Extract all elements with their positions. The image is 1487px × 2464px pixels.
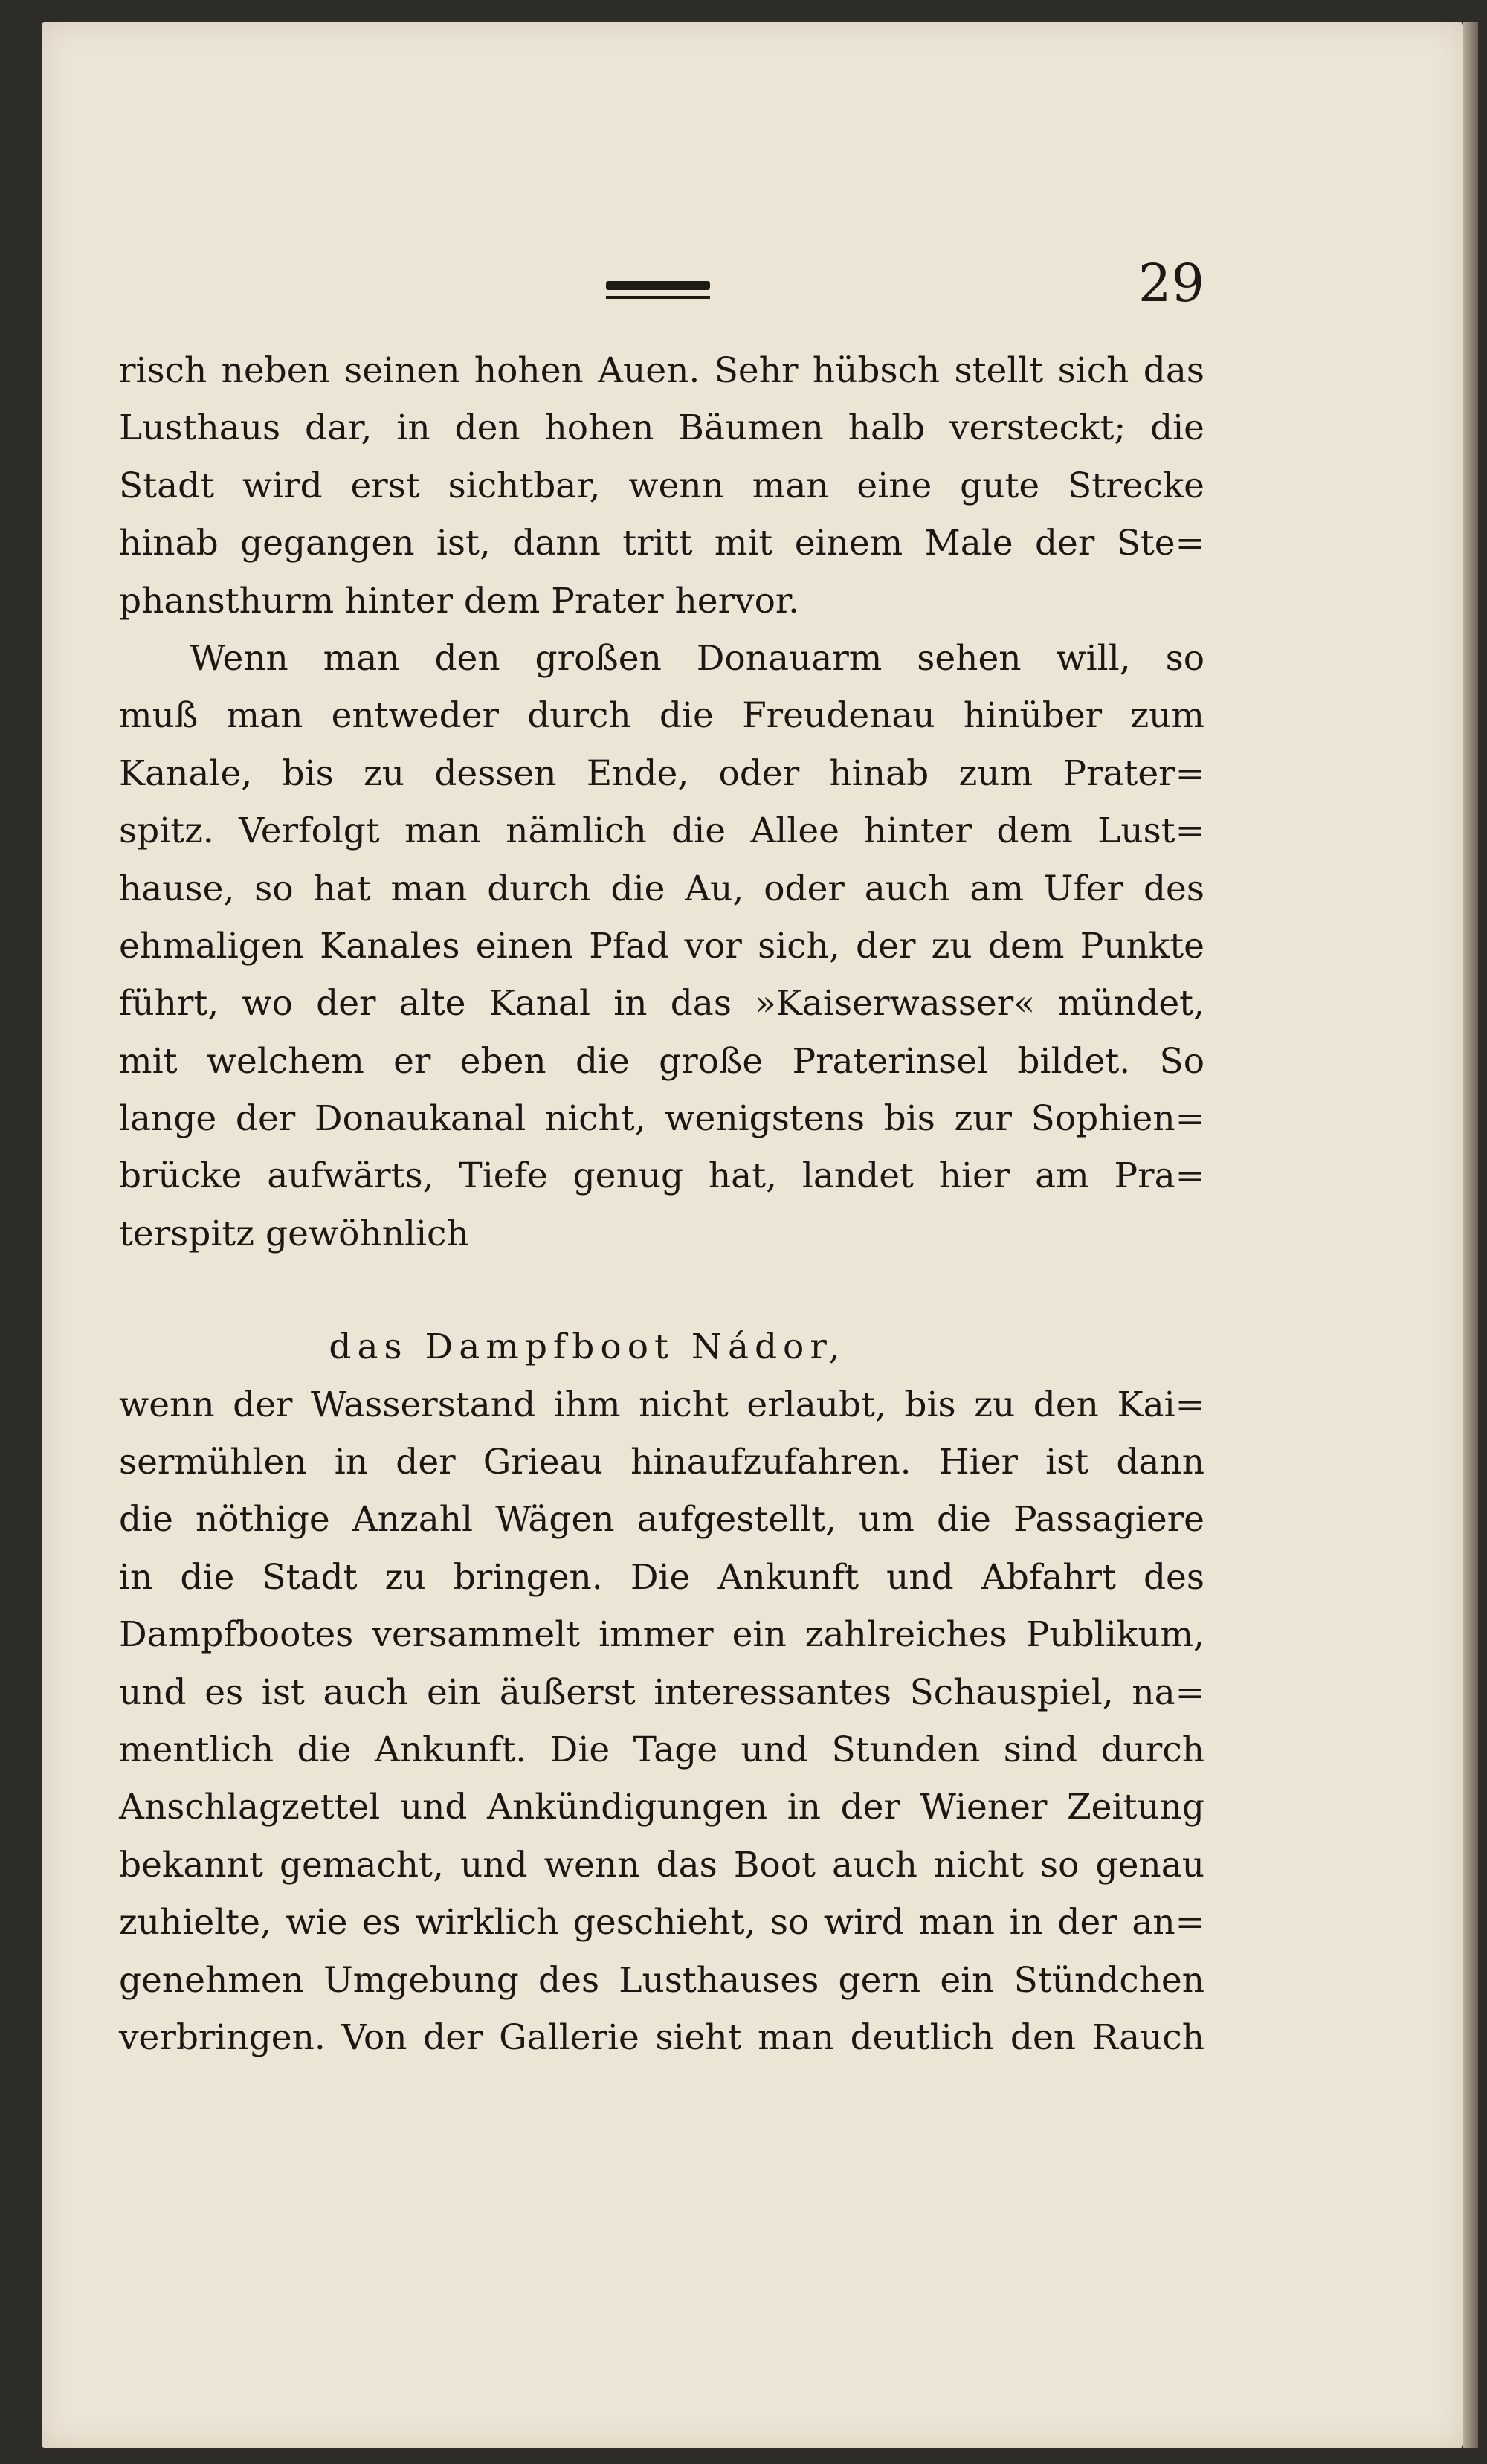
text-line: wenn der Wasserstand ihm nicht erlaubt, bis zu den Kai=	[119, 1384, 1204, 1425]
text-line: zuhielte, wie es wirklich geschieht, so wird man in der an=	[119, 1902, 1204, 1944]
text-line: und es ist auch ein äußerst interessantes Schauspiel, na=	[119, 1671, 1204, 1713]
body-text	[119, 342, 1204, 2066]
text-line: ehmaligen Kanales einen Pfad vor sich, der zu dem Punkte	[119, 925, 1204, 967]
section-heading: das Dampfboot Nádor,	[329, 1326, 846, 1368]
text-line: die nöthige Anzahl Wägen aufgestellt, um die Passagiere	[119, 1499, 1204, 1541]
text-line: spitz. Verfolgt man nämlich die Allee hinter dem Lust=	[119, 810, 1204, 852]
text-line: Lusthaus dar, in den hohen Bäumen halb versteckt; die	[119, 407, 1204, 449]
text-line: risch neben seinen hohen Auen. Sehr hübsch stellt sich das	[119, 350, 1204, 391]
text-line: sermühlen in der Grieau hinaufzufahren. Hier ist dann	[119, 1442, 1204, 1483]
text-line: terspitz gewöhnlich	[119, 1213, 469, 1254]
text-line: führt, wo der alte Kanal in das »Kaiserwasser« mündet,	[119, 983, 1204, 1025]
text-line: verbringen. Von der Gallerie sieht man deutlich den Rauch	[119, 2016, 1204, 2058]
text-line: mit welchem er eben die große Praterinsel bildet. So	[119, 1040, 1204, 1082]
page-edge	[1463, 22, 1478, 2448]
text-line: hause, so hat man durch die Au, oder auch am Ufer des	[119, 868, 1204, 909]
text-line: lange der Donaukanal nicht, wenigstens bis zur Sophien=	[119, 1098, 1204, 1140]
text-line: bekannt gemacht, und wenn das Boot auch nicht so genau	[119, 1844, 1204, 1886]
text-line: hinab gegangen ist, dann tritt mit einem Male der Ste=	[119, 523, 1204, 564]
text-line: Wenn man den großen Donauarm sehen will, so	[190, 637, 1204, 679]
text-line: muß man entweder durch die Freudenau hinüber zum	[119, 695, 1204, 737]
text-line: Anschlagzettel und Ankündigungen in der Wiener Zeitung	[119, 1787, 1204, 1828]
page-number: 29	[1138, 253, 1204, 314]
text-line: Kanale, bis zu dessen Ende, oder hinab zum Prater=	[119, 752, 1204, 794]
header-rule	[606, 281, 710, 290]
text-line: Stadt wird erst sichtbar, wenn man eine gute Strecke	[119, 465, 1204, 506]
text-line: mentlich die Ankunft. Die Tage und Stunden sind durch	[119, 1729, 1204, 1770]
text-line: Dampfbootes versammelt immer ein zahlreiches Publikum,	[119, 1614, 1204, 1656]
text-line: brücke aufwärts, Tiefe genug hat, landet hier am Pra=	[119, 1155, 1204, 1197]
text-line: phansthurm hinter dem Prater hervor.	[119, 580, 800, 622]
text-line: in die Stadt zu bringen. Die Ankunft und Abfahrt des	[119, 1556, 1204, 1598]
text-line: genehmen Umgebung des Lusthauses gern ein Stündchen	[119, 1959, 1204, 2001]
